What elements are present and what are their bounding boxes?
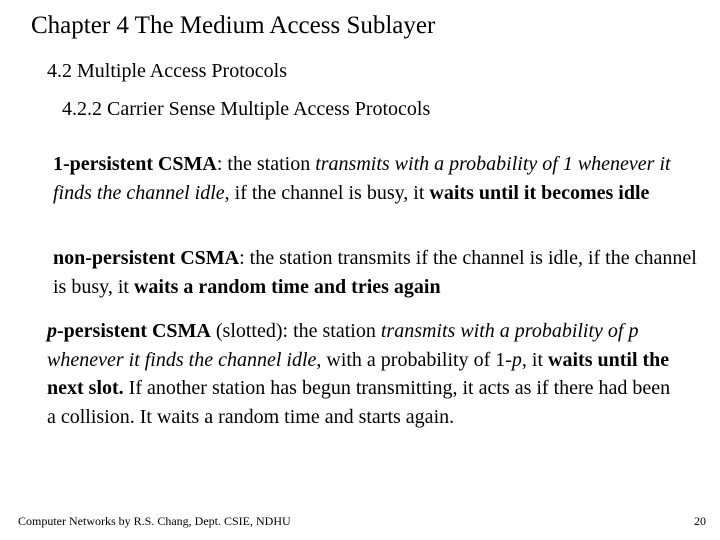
text-segment: (slotted): the station [210,320,381,342]
paragraph-non-persistent-csma [53,244,703,301]
section-title: 4.2 Multiple Access Protocols [47,60,287,82]
subsection-title: 4.2.2 Carrier Sense Multiple Access Protocols [62,98,431,120]
italic-segment: transmits with a probability of p whenever it finds the channel idle [47,320,639,371]
term-1-persistent-csma: 1-persistent CSMA [53,153,217,175]
paragraph-1-persistent-csma [53,150,693,207]
text-segment: : the station [216,153,316,175]
footer-credit: Computer Networks by R.S. Chang, Dept. CSIE, NDHU [18,514,291,528]
text-segment: : the station transmits if the channel is idle, if the channel is busy, it [53,247,697,298]
text-segment: If another station has begun transmitting, it acts as if there had been a collision. It waits a random time and starts again. [47,377,671,428]
term-p-persistent-csma: -persistent CSMA [57,320,211,342]
bold-segment: waits until the next slot. [47,348,670,399]
paragraph-p-persistent-csma [47,317,677,431]
bold-segment: waits until it becomes idle [429,181,650,204]
bold-segment: waits a random time and tries again [133,275,441,298]
italic-segment: transmits with a probability of 1 whenever it finds the channel idle [53,153,671,204]
text-segment: , if the channel is busy, it [224,181,430,204]
text-segment: , with a probability of 1- [316,348,512,371]
italic-p: p [511,348,522,371]
text-segment: , it [521,348,549,371]
chapter-title: Chapter 4 The Medium Access Sublayer [31,12,436,39]
page-number: 20 [694,514,706,528]
term-p-italic: p [47,320,57,342]
term-non-persistent-csma: non-persistent CSMA [53,247,240,269]
